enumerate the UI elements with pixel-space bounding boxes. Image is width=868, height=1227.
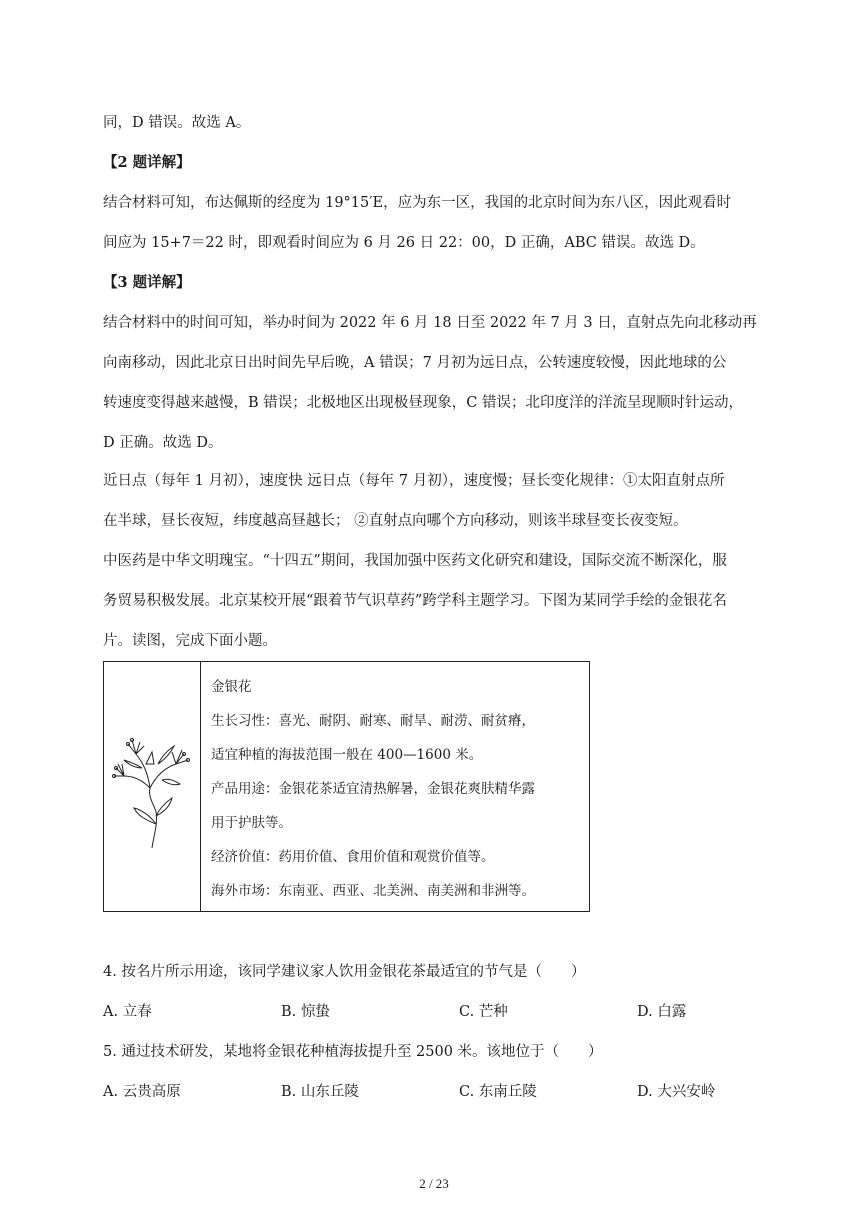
- text-line: 结合材料中的时间可知，举办时间为 2022 年 6 月 18 日至 2022 年 7 月 3 日，直射点先向北移动再: [103, 315, 757, 331]
- q5-option-d[interactable]: D. 大兴安岭: [637, 1084, 716, 1100]
- section-heading-q3: 【3 题详解】: [103, 274, 191, 291]
- text-line: 片。读图，完成下面小题。: [103, 633, 277, 649]
- card-row: 产品用途：金银花茶适宜清热解暑，金银花爽肤精华露: [211, 781, 535, 797]
- q5-option-a[interactable]: A. 云贵高原: [103, 1084, 181, 1100]
- card-title: 金银花: [211, 679, 252, 695]
- text-line: 同，D 错误。故选 A。: [103, 115, 251, 131]
- card-divider: [200, 662, 201, 911]
- q5-option-b[interactable]: B. 山东丘陵: [281, 1084, 359, 1100]
- text-line: 间应为 15+7＝22 时，即观看时间应为 6 月 26 日 22：00，D 正确，ABC 错误。故选 D。: [103, 235, 705, 251]
- text-line: 转速度变得越来越慢，B 错误；北极地区出现极昼现象，C 错误；北印度洋的洋流呈现顺时针运动，: [103, 395, 743, 411]
- section-heading-q2: 【2 题详解】: [103, 154, 191, 171]
- text-line: 近日点（每年 1 月初），速度快 远日点（每年 7 月初），速度慢；昼长变化规律：①太阳直射点所: [103, 473, 725, 489]
- q4-option-a[interactable]: A. 立春: [103, 1004, 152, 1020]
- q4-option-d[interactable]: D. 白露: [637, 1004, 687, 1020]
- text-line: 向南移动，因此北京日出时间先早后晚，A 错误；7 月初为远日点，公转速度较慢，因此地球的公: [103, 355, 727, 371]
- question-4-stem: 4. 按名片所示用途，该同学建议家人饮用金银花茶最适宜的节气是（ ）: [103, 964, 586, 980]
- card-row: 经济价值：药用价值、食用价值和观赏价值等。: [211, 849, 495, 865]
- q5-option-c[interactable]: C. 东南丘陵: [459, 1084, 537, 1100]
- card-row: 适宜种植的海拔范围一般在 400—1600 米。: [211, 747, 483, 763]
- card-row: 生长习性：喜光、耐阴、耐寒、耐旱、耐涝、耐贫瘠，: [211, 713, 535, 729]
- text-line: 务贸易积极发展。北京某校开展“跟着节气识草药”跨学科主题学习。下图为某同学手绘的金银花名: [103, 593, 727, 609]
- text-line: 结合材料可知，布达佩斯的经度为 19°15′E，应为东一区，我国的北京时间为东八区，因此观看时: [103, 195, 732, 211]
- text-line: 在半球，昼长夜短，纬度越高昼越长； ②直射点向哪个方向移动，则该半球昼变长夜变短。: [103, 513, 688, 529]
- page-number: 2 / 23: [419, 1176, 449, 1191]
- honeysuckle-drawing-icon: [112, 724, 192, 850]
- card-row: 海外市场：东南亚、西亚、北美洲、南美洲和非洲等。: [211, 883, 535, 899]
- q4-option-c[interactable]: C. 芒种: [459, 1004, 508, 1020]
- question-5-stem: 5. 通过技术研发，某地将金银花种植海拔提升至 2500 米。该地位于（ ）: [103, 1044, 603, 1060]
- text-line: 中医药是中华文明瑰宝。“十四五”期间，我国加强中医药文化研究和建设，国际交流不断深化，服: [103, 553, 727, 569]
- text-line: D 正确。故选 D。: [103, 435, 223, 451]
- honeysuckle-card: [103, 661, 590, 912]
- card-row: 用于护肤等。: [211, 815, 292, 831]
- q4-option-b[interactable]: B. 惊蛰: [281, 1004, 330, 1020]
